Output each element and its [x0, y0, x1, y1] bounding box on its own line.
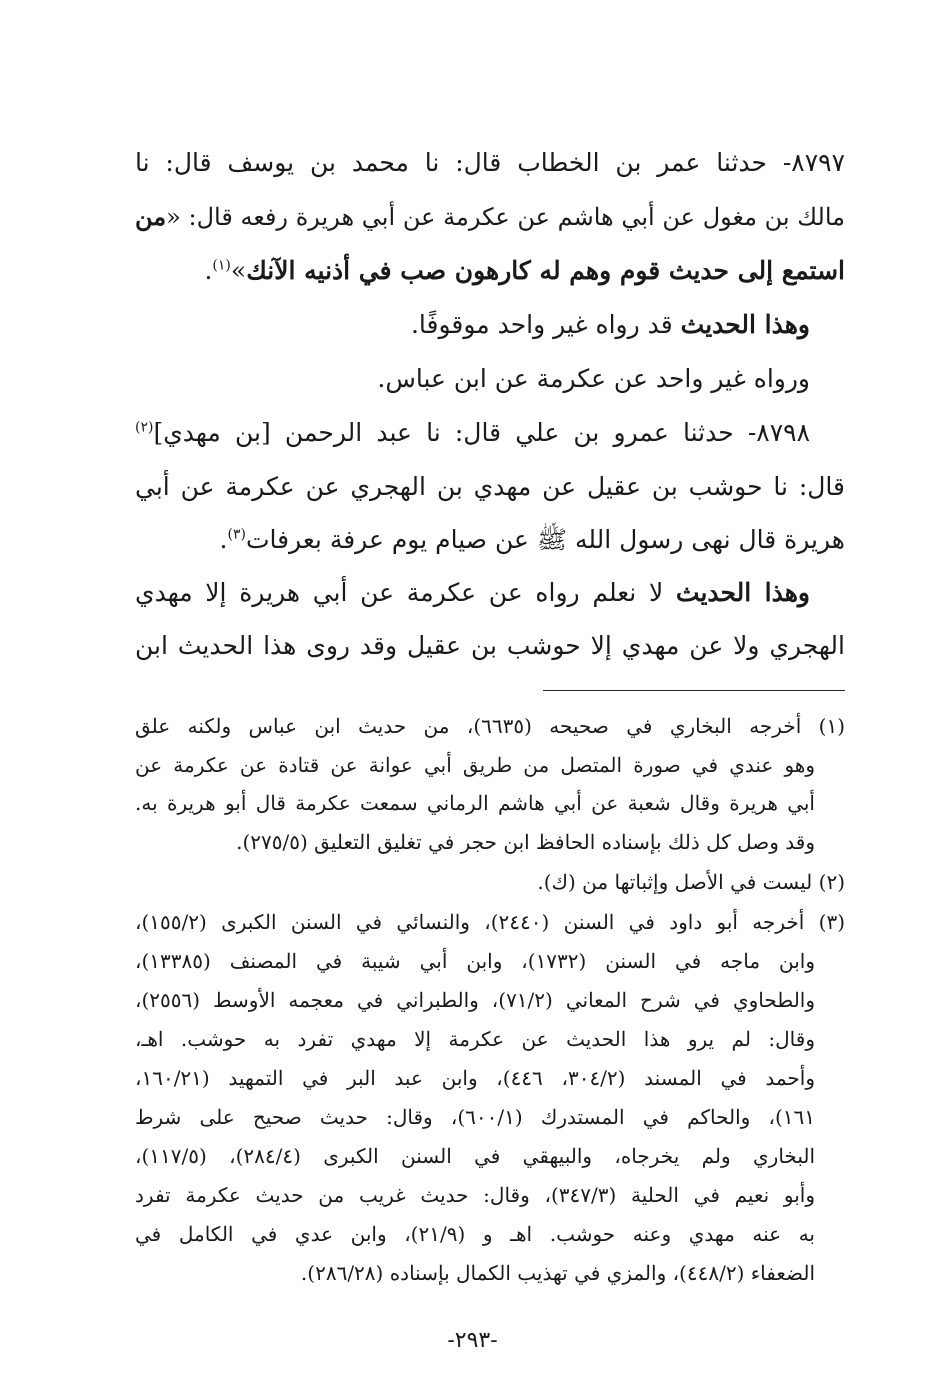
footnote-3-line-8: وأبو نعيم في الحلية (٣٤٧/٣)، وقال: حديث غريب من حديث عكرمة تفرد	[135, 1183, 816, 1207]
footnote-3-line-9: به عنه مهدي وعنه حوشب. اهـ و (٢١/٩)، وابن عدي في الكامل في	[135, 1222, 815, 1246]
footnote-3-line-5: وأحمد في المسند (٣٠٤/٢، ٤٤٦)، وابن عبد البر في التمهيد (١٦٠/٢١،	[135, 1066, 816, 1090]
nalam-paragraph-line-2: الهجري ولا عن مهدي إلا حوشب بن عقيل وقد روى هذا الحديث ابن	[135, 631, 845, 660]
nalam-paragraph-line-1: وهذا الحديث لا نعلم رواه عن عكرمة عن أبي هريرة إلا مهدي	[135, 578, 810, 607]
footnote-1-line-3: أبي هريرة وقال شعبة عن أبي هاشم الرماني سمعت عكرمة قال أبو هريرة به.	[135, 791, 815, 815]
footnote-1-line-1: (١) أخرجه البخاري في صحيحه (٦٦٣٥)، من حديث ابن عباس ولكنه علق	[135, 714, 845, 738]
hadith-8798-line-3: هريرة قال نهى رسول الله ﷺ عن صيام يوم عرفة بعرفات$^{(٣)}$.	[219, 525, 845, 554]
hadith-8798-line-1: ٨٧٩٨- حدثنا عمرو بن علي قال: نا عبد الرحمن [بن مهدي]$^{(٢)}$	[135, 418, 810, 447]
page-number: -٢٩٣-	[447, 1328, 498, 1353]
hadith-8797-line-3: استمع إلى حديث قوم وهم له كارهون صب في أذنيه الآنك»$^{(١)}$.	[204, 256, 845, 285]
footnote-ref-3: (٣)	[227, 526, 246, 543]
footnote-divider	[543, 690, 845, 691]
paragraph-lead: وهذا الحديث	[680, 310, 810, 339]
hadith-8797-line-1: ٨٧٩٧- حدثنا عمر بن الخطاب قال: نا محمد بن يوسف قال: نا	[135, 148, 845, 177]
footnote-1-line-2: وهو عندي في صورة المتصل من طريق أبي عوانة عن قتادة عن عكرمة عن	[135, 753, 815, 777]
footnote-ref-1: (١)	[212, 257, 231, 274]
hadith-8797-line-2: مالك بن مغول عن أبي هاشم عن عكرمة عن أبي هريرة رفعه قال: «من	[135, 202, 845, 231]
footnote-3-line-3: والطحاوي في شرح المعاني (٧١/٢)، والطبراني في معجمه الأوسط (٢٥٥٦)،	[135, 988, 816, 1012]
footnote-3-line-6: ١٦١)، والحاكم في المستدرك (٦٠٠/١)، وقال: حديث صحيح على شرط	[135, 1105, 815, 1129]
paragraph-lead: وهذا الحديث	[675, 578, 810, 607]
footnote-2: (٢) ليست في الأصل وإثباتها من (ك).	[537, 870, 845, 894]
ibn-abbas-paragraph: ورواه غير واحد عن عكرمة عن ابن عباس.	[377, 364, 810, 393]
footnote-3-line-7: البخاري ولم يخرجاه، والبيهقي في السنن الكبرى (٢٨٤/٤)، (١١٧/٥)،	[135, 1144, 816, 1168]
footnote-1-line-4: وقد وصل كل ذلك بإسناده الحافظ ابن حجر في تغليق التعليق (٢٧٥/٥).	[236, 830, 815, 854]
footnote-ref-2: (٢)	[135, 419, 154, 436]
footnote-3-line-10: الضعفاء (٤٤٨/٢)، والمزي في تهذيب الكمال بإسناده (٢٨٦/٢٨).	[300, 1261, 815, 1285]
mawquf-paragraph: وهذا الحديث قد رواه غير واحد موقوفًا.	[410, 310, 810, 339]
hadith-8798-line-2: قال: نا حوشب بن عقيل عن مهدي بن الهجري عن عكرمة عن أبي	[135, 472, 845, 501]
footnote-3-line-4: وقال: لم يرو هذا الحديث عن عكرمة إلا مهدي تفرد به حوشب. اهـ،	[135, 1027, 815, 1051]
footnote-3-line-1: (٣) أخرجه أبو داود في السنن (٢٤٤٠)، والنسائي في السنن الكبرى (١٥٥/٢)،	[135, 910, 846, 934]
footnote-3-line-2: وابن ماجه في السنن (١٧٣٢)، وابن أبي شيبة في المصنف (١٣٣٨٥)،	[135, 949, 815, 973]
